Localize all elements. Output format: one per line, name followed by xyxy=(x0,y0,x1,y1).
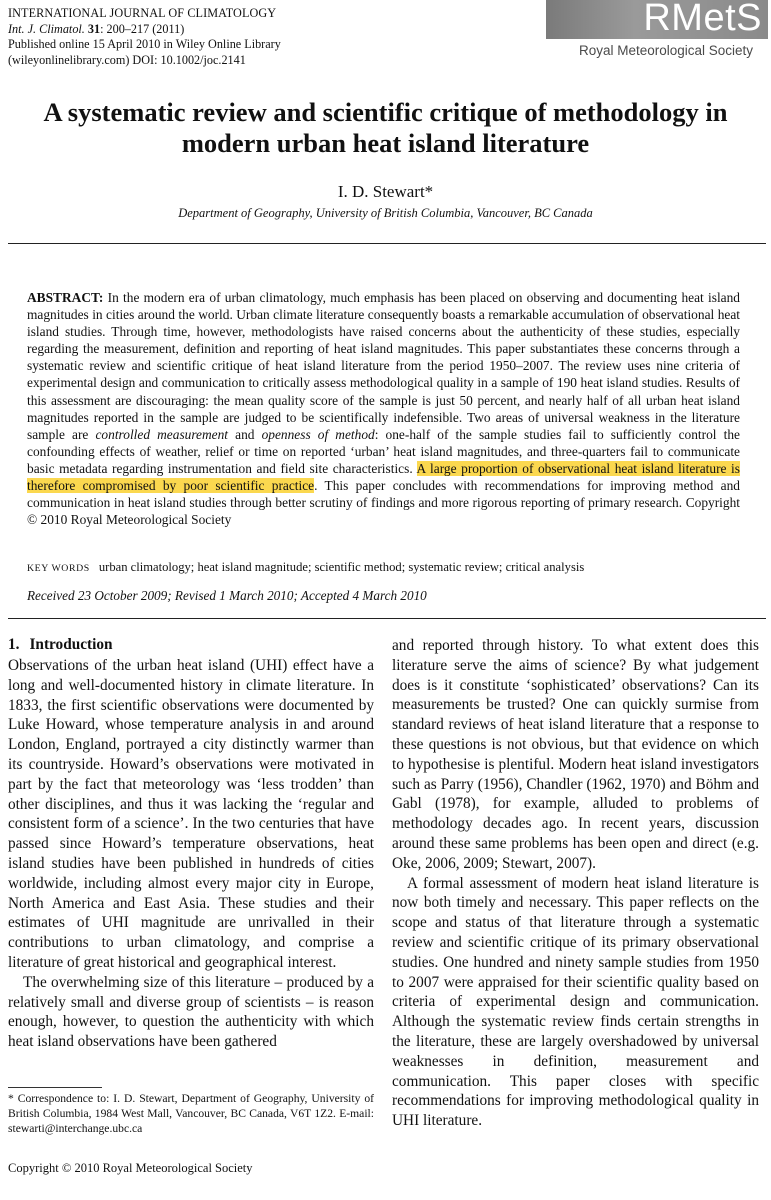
citation-journal: Int. J. Climatol. xyxy=(8,21,85,36)
citation-pages: : 200–217 (2011) xyxy=(100,21,185,36)
author-affiliation: Department of Geography, University of British Columbia, Vancouver, BC Canada xyxy=(178,206,593,220)
abstract-text-3: : one-half of the sample studies fail to sufficiently control the confounding effects of weather, relief or time on reported ‘urban’ heat island magnitudes, and three-quarters fail to communicate basic metadata regarding instrumentation and field site characteristics. xyxy=(27,426,740,476)
paragraph: Observations of the urban heat island (UHI) effect have a long and well-documented history in climate literature. In 1833, the first scientific observations were documented by Luke Howard, whose temperature analysis in and around London, England, portrayed a city distinctly warmer than its countryside. Howard’s observations were motivated in part by the fact that meteorology was ‘less trodden’ than other disciplines, and thus it was lacking the ‘regular and consistent form of a science’. In the two centuries that have passed since Howard’s temperature observations, heat island studies have been published in hundreds of cities worldwide, including almost every major city in Europe, North America and East Asia. These studies and their estimates of UHI magnitude are unrivalled in their contributions to urban climatology, and comprise a literature of great historical and geographical interest. xyxy=(8,657,374,971)
author-name: I. D. Stewart* xyxy=(337,182,434,201)
abstract-text-2: and xyxy=(228,426,262,442)
abstract-text-4: . This paper concludes with recommendations for improving method and communication in heat island studies through better scrutiny of findings and more rigorous reporting of primary research. Copyright © 2010 Royal Meteorological Society xyxy=(27,478,740,528)
abstract-text-1: In the modern era of urban climatology, much emphasis has been placed on observing and documenting heat island magnitudes in cities around the world. Urban climate literature consequently boasts a remarkable accumulation of observational heat island studies. Through time, however, methodologists have raised concerns about the authenticity of these studies, especially regarding the measurement, definition and reporting of heat island magnitudes. This paper substantiates these concerns through a systematic review and scientific critique of heat island literature from the period 1950–2007. The review uses nine criteria of experimental design and communication to critically assess methodological quality in a sample of 190 heat island studies. Results of this assessment are discouraging: the mean quality score of the sample is just 50 percent, and nearly half of all urban heat island magnitudes reported in the sample are judged to be scientifically indefensible. Two areas of universal weakness in the literature sample are xyxy=(27,290,740,442)
body-column-left xyxy=(8,656,374,1052)
journal-header xyxy=(8,6,448,68)
citation-volume: 31 xyxy=(87,21,101,36)
published-online: Published online 15 April 2010 in Wiley Online Library xyxy=(8,37,281,52)
paragraph: A formal assessment of modern heat island literature is now both timely and necessary. This paper reflects on the scope and status of that literature through a systematic review and scientific critique of its primary observational studies. One hundred and ninety sample studies from 1950 to 2007 were appraised for their scientific quality based on criteria of experimental design and communication. Although the systematic review finds certain strengths in the literature, these are largely overshadowed by universal weaknesses in definition, measurement and communication. This paper closes with specific recommendations for improving methodological quality in UHI literature. xyxy=(392,874,759,1130)
abstract-label: ABSTRACT: xyxy=(27,290,104,305)
logo-society-name: Royal Meteorological Society xyxy=(578,43,754,58)
abstract-highlight[interactable]: A large proportion of observational heat island literature is therefore compromised by poor scientific practice xyxy=(27,460,740,494)
section-heading xyxy=(8,636,113,654)
footer-copyright: Copyright © 2010 Royal Meteorological Society xyxy=(8,1161,253,1175)
abstract-emphasis-1: controlled measurement xyxy=(95,426,229,442)
title-line-2: modern urban heat island literature xyxy=(181,128,590,158)
section-number: 1. xyxy=(8,636,20,653)
title-line-1: A systematic review and scientific critique of methodology in xyxy=(43,97,728,127)
received-dates: Received 23 October 2009; Revised 1 March 2010; Accepted 4 March 2010 xyxy=(27,588,427,603)
abstract-divider xyxy=(8,618,766,619)
section-title: Introduction xyxy=(29,636,113,653)
society-logo xyxy=(546,0,768,63)
header-divider xyxy=(8,243,766,244)
journal-name: INTERNATIONAL JOURNAL OF CLIMATOLOGY xyxy=(8,6,277,20)
keywords-label: KEY WORDS xyxy=(27,563,90,574)
correspondence-footnote: * Correspondence to: I. D. Stewart, Department of Geography, University of British Columbia, 1984 West Mall, Vancouver, BC Canada, V6T 1Z2. E-mail: stewarti@interchange.ubc.ca xyxy=(8,1092,374,1135)
abstract-emphasis-2: openness of method xyxy=(261,426,375,442)
paragraph: and reported through history. To what extent does this literature serve the aims of science? By what judgement does is it constitute ‘sophisticated’ observations? Can its measurements be trusted? One can quickly surmise from standard reviews of heat island literature that a response to these questions is not obvious, but that evidence on which to hypothesise is plentiful. Modern heat island investigators such as Parry (1956), Chandler (1962, 1970) and Böhm and Gabl (1978), for example, alluded to problems of methodology decades ago. In recent years, discussion around these same problems has been open and direct (e.g. Oke, 2006, 2009; Stewart, 2007). xyxy=(392,637,759,872)
keywords xyxy=(27,560,767,575)
logo-mark: RMetS xyxy=(643,0,762,39)
paragraph: The overwhelming size of this literature – produced by a relatively small and diverse group of scientists – is reason enough, however, to question the authenticity with which heat island observations have been gathered xyxy=(8,973,374,1051)
article-title xyxy=(0,97,771,159)
body-column-right xyxy=(392,636,759,1131)
journal-citation xyxy=(8,22,448,38)
footnote-rule xyxy=(8,1087,102,1088)
keywords-text: urban climatology; heat island magnitude; scientific method; systematic review; critical analysis xyxy=(98,560,585,574)
abstract xyxy=(27,289,740,528)
doi-line[interactable]: (wileyonlinelibrary.com) DOI: 10.1002/joc.2141 xyxy=(8,52,246,67)
